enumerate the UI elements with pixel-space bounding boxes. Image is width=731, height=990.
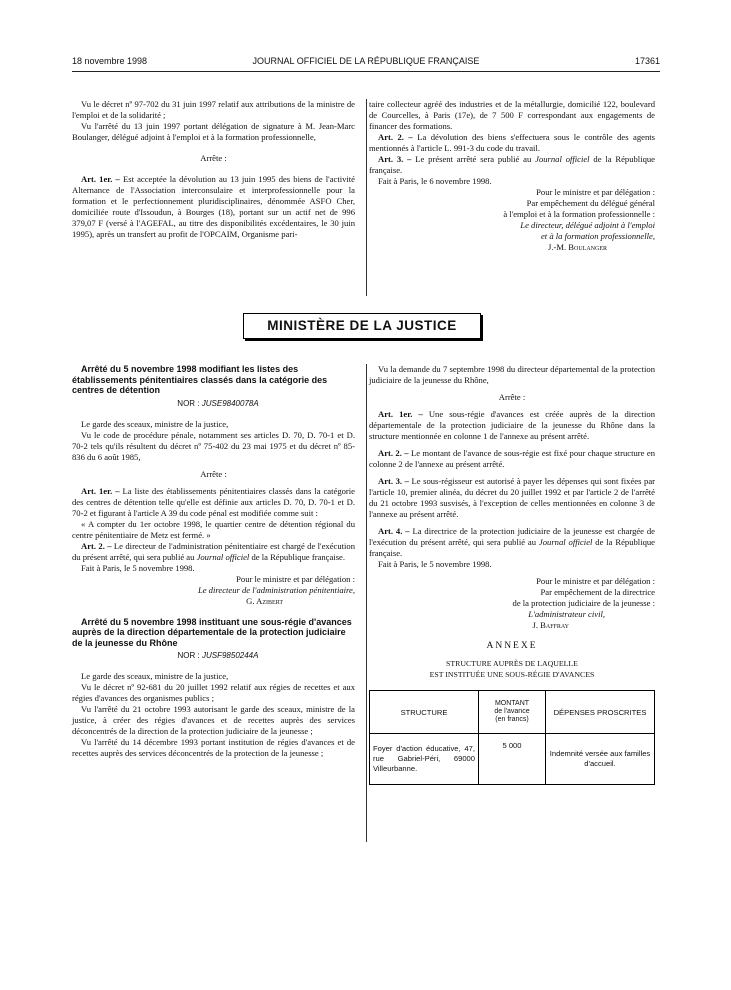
paragraph: Vu le décret nº 97-702 du 31 juin 1997 relatif aux attributions de la ministre de l'emploi et de la solidarité ; <box>72 99 355 120</box>
header-date: 18 novembre 1998 <box>72 56 148 66</box>
article-label: Art. 2. – <box>378 448 409 458</box>
paragraph: Vu l'arrêté du 14 décembre 1993 portant institution de régies d'avances et de recettes auprès des services déconcentrés de la protection de la jeunesse ; <box>72 737 355 758</box>
signatory-name: J. Baffray <box>532 620 569 630</box>
signature-line: Par empêchement du délégué général <box>526 198 655 208</box>
article-text: La dévolution des biens s'effectuera sous le contrôle des agents mentionnés à l'article L. 991-3 du code du travail. <box>369 132 655 153</box>
signature-line: Le directeur de l'administration pénitentiaire, <box>197 584 355 595</box>
signature-line: à l'emploi et à la formation professionnelle : <box>503 209 655 219</box>
article-text: La liste des établissements pénitentiaires classés dans la catégorie des centres de détention telle qu'elle est définie aux articles D. 70, D. 70-1 et D. 70-2 et figurant à l'article A 39 du code pénal est modifiée comme suit : <box>72 485 355 518</box>
signature-line: Pour le ministre et par délégation : <box>236 573 355 584</box>
article-paragraph <box>369 526 655 559</box>
signature-line: Pour le ministre et par délégation : <box>536 187 655 197</box>
article-text: de la République française. <box>369 154 655 175</box>
article-label: Art. 3. – <box>378 154 412 164</box>
arrete-heading: Arrête : <box>498 392 526 402</box>
article-label: Art. 1er. – <box>378 409 423 419</box>
paragraph: Le garde des sceaux, ministre de la justice, <box>81 671 229 681</box>
ministry-heading: MINISTÈRE DE LA JUSTICE <box>243 313 481 339</box>
table-cell: Indemnité versée aux familles d'accueil. <box>546 734 655 785</box>
nor-reference <box>72 650 355 661</box>
fait-line: Fait à Paris, le 5 novembre 1998. <box>378 559 492 569</box>
article-text: Le directeur de l'administration pénitentiaire est chargé de l'exécution du présent arrêté, qui sera publié au <box>72 540 355 562</box>
article-label: Art. 1er. – <box>81 485 120 496</box>
signature-line: de la protection judiciaire de la jeunesse : <box>512 598 655 608</box>
article-text: de la République française. <box>249 551 345 562</box>
table-cell: 5 000 <box>479 734 546 785</box>
signature-line: Par empêchement de la directrice <box>540 587 655 597</box>
lower-left-column <box>72 364 355 759</box>
nor-reference <box>72 398 355 409</box>
arrete-heading: Arrête : <box>200 153 227 163</box>
signature-line: Le directeur, délégué adjoint à l'emploi <box>520 220 655 230</box>
article-paragraph <box>369 448 655 470</box>
top-left-column <box>72 99 355 240</box>
article-paragraph <box>72 486 355 519</box>
signatory-name: J.-M. Boulanger <box>547 242 607 252</box>
column-header: STRUCTURE <box>370 691 479 734</box>
column-header <box>479 691 546 734</box>
quoted-paragraph: « A compter du 1er octobre 1998, le quartier centre de détention régional du centre pénitentiaire de Metz est fermé. » <box>72 518 355 540</box>
nor-code: JUSE9840078A <box>201 398 259 408</box>
decree-title: Arrêté du 5 novembre 1998 instituant une sous-régie d'avances auprès de la direction départementale de la protection judiciaire de la jeunesse du Rhône <box>72 616 352 648</box>
article-label: Art. 2. – <box>81 540 112 551</box>
article-label: Art. 2. – <box>378 132 413 142</box>
signature-line: L'administrateur civil, <box>528 609 605 619</box>
column-divider <box>366 99 367 296</box>
paragraph: Vu l'arrêté du 21 octobre 1993 autorisant le garde des sceaux, ministre de la justice, à créer des régies d'avances et de recettes auprès des services déconcentrés de la direction de la protection judiciaire de la jeunesse ; <box>72 704 355 736</box>
decree-title: Arrêté du 5 novembre 1998 modifiant les listes des établissements pénitentiaires classés dans la catégorie des centres de détention <box>72 364 328 395</box>
annexe-subtitle: EST INSTITUÉE UNE SOUS-RÉGIE D'AVANCES <box>429 670 595 679</box>
fait-line: Fait à Paris, le 5 novembre 1998. <box>81 562 195 573</box>
journal-officiel-ref: Journal officiel <box>196 551 250 562</box>
annexe-subtitle: STRUCTURE AUPRÈS DE LAQUELLE <box>446 659 578 668</box>
column-header-line: (en francs) <box>495 716 529 723</box>
article-text: Le montant de l'avance de sous-régie est fixé pour chaque structure en colonne 2 de l'annexe au présent arrêté. <box>369 448 655 469</box>
article-paragraph <box>369 132 655 154</box>
nor-code: JUSF9850244A <box>201 651 259 660</box>
paragraph: taire collecteur agréé des industries et de la métallurgie, domicilié 122, boulevard de Courcelles, à Paris (17e), de 7 500 F correspondant aux engagements de financer des formations. <box>369 99 655 131</box>
paragraph: Vu la demande du 7 septembre 1998 du directeur départemental de la protection judiciaire de la jeunesse du Rhône, <box>369 364 655 385</box>
header-journal: JOURNAL OFFICIEL DE LA RÉPUBLIQUE FRANÇAISE <box>252 56 480 66</box>
paragraph: Le garde des sceaux, ministre de la justice, <box>81 418 229 429</box>
article-paragraph <box>369 154 655 176</box>
page-header <box>72 56 660 70</box>
header-page-number: 17361 <box>634 56 660 66</box>
header-rule <box>72 71 660 72</box>
column-header-line: de l'avance <box>494 708 530 715</box>
top-right-column <box>369 99 655 253</box>
article-paragraph <box>72 541 355 563</box>
table-header-row <box>370 691 655 734</box>
column-divider <box>366 364 367 842</box>
column-header: DÉPENSES PROSCRITES <box>546 691 655 734</box>
article-paragraph <box>369 476 655 520</box>
article-paragraph <box>369 409 655 442</box>
article-label: Art. 3. – <box>378 476 409 486</box>
journal-officiel-ref: Journal officiel <box>538 537 593 547</box>
article-text: Le présent arrêté sera publié au <box>411 154 536 164</box>
annexe-table <box>369 690 655 785</box>
article-paragraph <box>72 174 355 240</box>
article-text: Le sous-régisseur est autorisé à payer les dépenses qui sont fixées par l'article 10, premier alinéa, du décret du 20 juillet 1992 et par l'article 2 de l'arrêté du 21 octobre 1993 susvisés, à l'exception de celles mentionnées en colonne 3 de l'annexe au présent arrêté. <box>369 476 655 519</box>
article-text: La directrice de la protection judiciaire de la jeunesse est chargée de l'exécution du présent arrêté, qui sera publié au <box>369 526 655 547</box>
article-label: Art. 1er. – <box>81 174 120 184</box>
nor-label: NOR : <box>177 651 202 660</box>
article-label: Art. 4. – <box>378 526 410 536</box>
paragraph: Vu le code de procédure pénale, notamment ses articles D. 70, D. 70-1 et D. 70-2 tels qu'ils résultent du décret nº 75-402 du 23 mai 1975 et du décret nº 85-836 du 6 août 1985, <box>72 429 355 462</box>
journal-officiel-ref: Journal officiel <box>535 154 590 164</box>
signatory-name: G. Azibert <box>246 595 283 606</box>
fait-line: Fait à Paris, le 6 novembre 1998. <box>378 176 492 186</box>
nor-label: NOR : <box>177 398 202 408</box>
arrete-heading: Arrête : <box>200 468 227 479</box>
article-text: de la République française. <box>369 537 655 558</box>
article-text: Est acceptée la dévolution au 13 juin 1995 des biens de l'activité Alternance de l'Association interconsulaire et interprofessionnelle pour la formation et le perfectionnement pluridisciplinaires, dénommée ASFO Cher, domiciliée route d'Issoudun, à Bourges (18), portant sur un actif net de 996 379,07 F (versé à l'AGEFAL, au titre des disponibilités excédentaires, le 30 juin 1995), après un transfert au profit de l'OPCAIM, Organisme pari- <box>72 174 355 239</box>
lower-right-column <box>369 364 655 785</box>
signature-line: et à la formation professionnelle, <box>540 231 655 241</box>
article-text: Une sous-régie d'avances est créée auprès de la direction départementale de la protection judiciaire de la jeunesse du Rhône dans la structure mentionnée en colonne 1 de l'annexe au présent arrêté. <box>369 409 655 441</box>
table-row <box>370 734 655 785</box>
column-header-line: MONTANT <box>494 700 530 707</box>
signature-line: Pour le ministre et par délégation : <box>536 576 655 586</box>
table-cell: Foyer d'action éducative, 47, rue Gabriel-Péri, 69000 Villeurbanne. <box>370 734 479 785</box>
paragraph: Vu le décret nº 92-681 du 20 juillet 1992 relatif aux régies de recettes et aux régies d'avances des organismes publics ; <box>72 682 355 703</box>
paragraph: Vu l'arrêté du 13 juin 1997 portant délégation de signature à M. Jean-Marc Boulanger, délégué adjoint à l'emploi et à la formation professionnelle, <box>72 121 355 142</box>
annexe-heading: ANNEXE <box>486 641 538 651</box>
